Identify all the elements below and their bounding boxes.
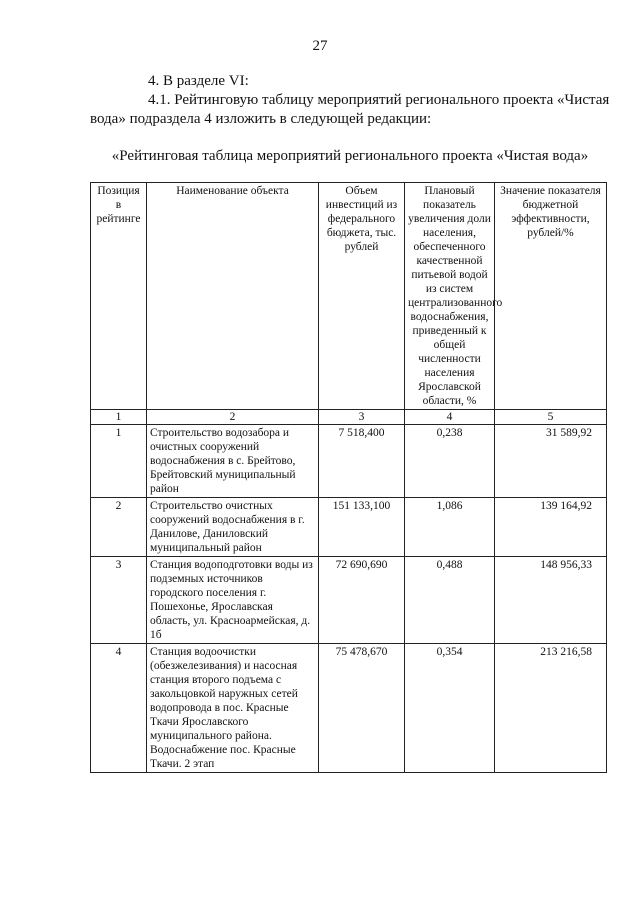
row-position: 1 bbox=[91, 425, 147, 498]
column-number: 4 bbox=[405, 410, 495, 425]
intro-text bbox=[90, 72, 610, 129]
table-row bbox=[91, 425, 607, 498]
column-number: 5 bbox=[495, 410, 607, 425]
row-object-name: Строительство очистных сооружений водоснабжения в г. Данилове, Даниловский муниципальный район bbox=[147, 498, 319, 557]
row-population-share: 1,086 bbox=[405, 498, 495, 557]
header-object-name: Наименование объекта bbox=[147, 183, 319, 410]
row-object-name: Строительство водозабора и очистных сооружений водоснабжения в с. Брейтово, Брейтовский муниципальный район bbox=[147, 425, 319, 498]
row-investment: 75 478,670 bbox=[319, 644, 405, 773]
row-investment: 72 690,690 bbox=[319, 557, 405, 644]
row-efficiency: 148 956,33 bbox=[495, 557, 607, 644]
page-number: 27 bbox=[312, 38, 328, 54]
table-row bbox=[91, 644, 607, 773]
header-position: Позиция в рейтинге bbox=[91, 183, 147, 410]
intro-line-2: 4.1. Рейтинговую таблицу мероприятий регионального проекта «Чистая bbox=[148, 92, 610, 108]
table-row bbox=[91, 557, 607, 644]
row-position: 2 bbox=[91, 498, 147, 557]
column-number: 2 bbox=[147, 410, 319, 425]
intro-line-1: 4. В разделе VI: bbox=[148, 73, 249, 89]
row-population-share: 0,354 bbox=[405, 644, 495, 773]
column-number: 3 bbox=[319, 410, 405, 425]
table-header-row bbox=[91, 183, 607, 410]
row-population-share: 0,238 bbox=[405, 425, 495, 498]
intro-line-3: вода» подраздела 4 изложить в следующей редакции: bbox=[90, 111, 432, 127]
table-row bbox=[91, 498, 607, 557]
row-population-share: 0,488 bbox=[405, 557, 495, 644]
row-efficiency: 213 216,58 bbox=[495, 644, 607, 773]
table-title: «Рейтинговая таблица мероприятий регионального проекта «Чистая вода» bbox=[111, 148, 589, 164]
row-position: 4 bbox=[91, 644, 147, 773]
rating-table bbox=[90, 182, 607, 773]
header-efficiency: Значение показателя бюджетной эффективности, рублей/% bbox=[495, 183, 607, 410]
row-efficiency: 31 589,92 bbox=[495, 425, 607, 498]
row-investment: 151 133,100 bbox=[319, 498, 405, 557]
row-object-name: Станция водоочистки (обезжелезивания) и насосная станция второго подъема с закольцовкой наружных сетей водопровода в пос. Красные Ткачи Ярославского муниципального района. Водоснабжение пос. Красные Ткачи. 2 этап bbox=[147, 644, 319, 773]
column-number-row bbox=[91, 410, 607, 425]
header-investment: Объем инвестиций из федерального бюджета, тыс. рублей bbox=[319, 183, 405, 410]
row-object-name: Станция водоподготовки воды из подземных источников городского поселения г. Пошехонье, Ярославская область, ул. Красноармейская, д. 1б bbox=[147, 557, 319, 644]
column-number: 1 bbox=[91, 410, 147, 425]
header-population-share: Плановый показатель увеличения доли населения, обеспеченного качественной питьевой водой из систем централизованного водоснабжения, приведенный к общей численности населения Ярославской области, % bbox=[405, 183, 495, 410]
row-investment: 7 518,400 bbox=[319, 425, 405, 498]
row-position: 3 bbox=[91, 557, 147, 644]
row-efficiency: 139 164,92 bbox=[495, 498, 607, 557]
